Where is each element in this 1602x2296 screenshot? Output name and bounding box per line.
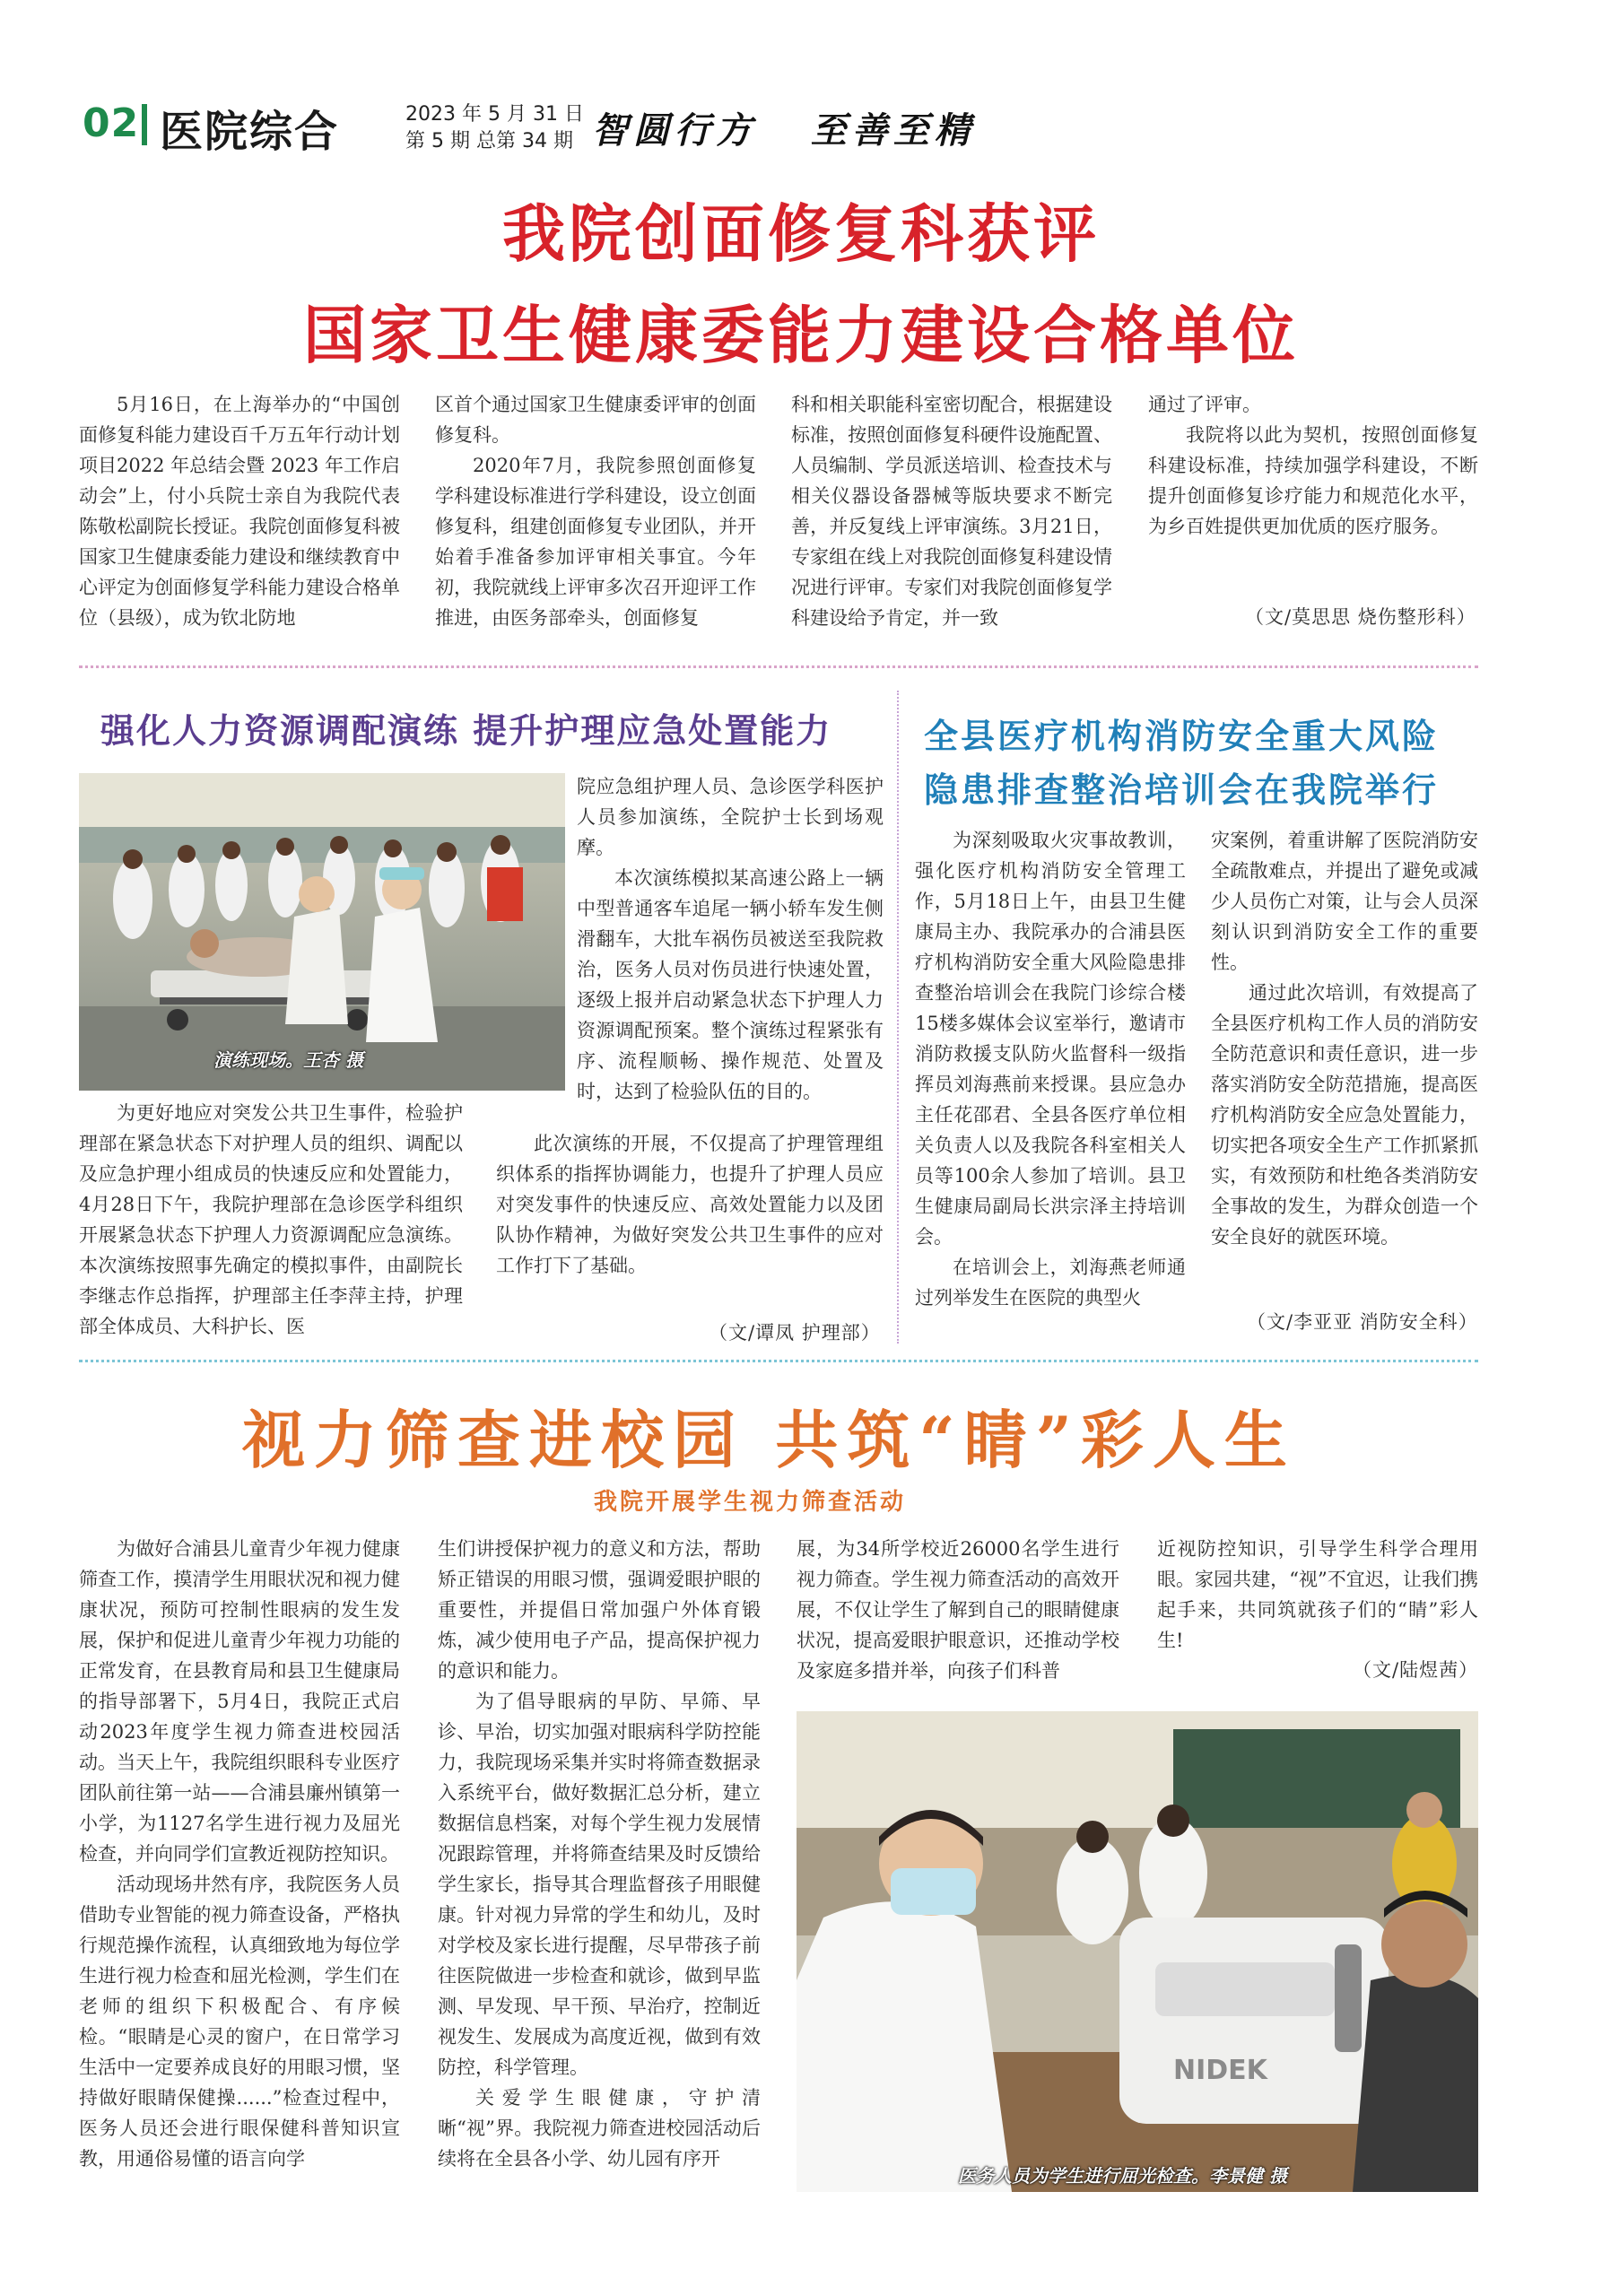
article2-column-2b [577,863,884,1107]
article2-column-1 [79,1098,463,1342]
article1-column-2 [435,389,756,633]
page-number: 02 [83,100,140,146]
paragraph: 通过了评审。 [1148,394,1261,415]
paragraph: 本次演练模拟某高速公路上一辆中型普通客车追尾一辆小轿车发生侧滑翻车，大批车祸伤员被送至我院救治，医务人员对伤员进行快速处置，逐级上报并启动紧急状态下护理人力资源调配预案。整个演练过程紧张有序、流程顺畅、操作规范、处置及时，达到了检验队伍的目的。 [577,867,884,1102]
article4-subheadline: 我院开展学生视力筛查活动 [594,1489,907,1516]
divider [79,1360,1478,1362]
article3-byline: （文/李亚亚 消防安全科） [1247,1311,1478,1333]
article3-column-2 [1211,825,1478,1252]
article3-column-1 [915,825,1186,1313]
article1-headline-line1: 我院创面修复科获评 [502,197,1100,271]
paragraph: 在培训会上，刘海燕老师通过列举发生在医院的典型火 [915,1257,1186,1309]
section-title: 医院综合 [160,107,340,157]
article1-headline-line2: 国家卫生健康委能力建设合格单位 [303,299,1299,372]
article2-byline: （文/谭凤 护理部） [709,1322,881,1344]
paragraph: 近视防控知识，引导学生科学合理用眼。家园共建，“视”不宜迟，让我们携起手来，共同筑就孩子们的“睛”彩人生! [1157,1538,1478,1651]
article4-column-2 [438,1534,761,2174]
paragraph: 为了倡导眼病的早防、早筛、早诊、早治，切实加强对眼病科学防控能力，我院现场采集并实时将筛查数据录入系统平台，做好数据汇总分析，建立数据信息档案，对每个学生视力发展情况跟踪管理，并将筛查结果及时反馈给学生家长，指导其合理监督孩子用眼健康。针对视力异常的学生和幼儿，及时对学校及家长进行提醒，尽早带孩子前往医院做进一步检查和就诊，做到早监测、早发现、早干预、早治疗，控制近视发生、发展成为高度近视，做到有效防控，科学管理。 [438,1691,761,2078]
article1-column-1 [79,389,400,633]
drill-photo [79,773,565,1091]
article2-column-2 [496,771,884,863]
paragraph: 关爱学生眼健康，守护清晰“视”界。我院视力筛查进校园活动后续将在全县各小学、幼儿园有序开 [438,2087,761,2170]
article1-byline: （文/莫思思 烧伤整形科） [1245,606,1476,628]
paragraph: 展，为34所学校近26000名学生进行视力筛查。学生视力筛查活动的高效开展，不仅让学生了解到自己的眼睛健康状况，提高爱眼护眼意识，还推动学校及家庭多措并举，向孩子们科普 [797,1538,1119,1682]
paragraph: 我院将以此为契机，按照创面修复科建设标准，持续加强学科建设，不断提升创面修复诊疗能力和规范化水平，为乡百姓提供更加优质的医疗服务。 [1148,424,1478,537]
paragraph: 2020年7月，我院参照创面修复学科建设标准进行学科建设，设立创面修复科，组建创面修复专业团队，并开始着手准备参加评审相关事宜。今年初，我院就线上评审多次召开迎评工作推进，由医务部牵头，创面修复 [435,455,756,629]
divider [79,665,1478,668]
issue-number: 第 5 期 总第 34 期 [405,130,573,152]
article4-column-4 [1157,1534,1478,1656]
article2-column-2c [496,1128,884,1281]
paragraph: 活动现场井然有序，我院医务人员借助专业智能的视力筛查设备，严格执行规范操作流程，认真细致地为每位学生进行视力检查和屈光检测，学生们在老师的组织下积极配合、有序候检。“眼睛是心灵的窗户，在日常学习生活中一定要养成良好的用眼习惯，坚持做好眼睛保健操......”检查过程中，医务人员还会进行眼保健科普知识宣教，用通俗易懂的语言向学 [79,1874,400,2170]
paragraph: 为深刻吸取火灾事故教训，强化医疗机构消防安全管理工作，5月18日上午，由县卫生健康局主办、我院承办的合浦县医疗机构消防安全重大风险隐患排查整治培训会在我院门诊综合楼15楼多媒体会议室举行，邀请市消防救援支队防火监督科一级指挥员刘海燕前来授课。县应急办主任花邵君、全县各医疗单位相关负责人以及我院各科室相关人员等100余人参加了培训。县卫生健康局副局长洪宗泽主持培训会。 [915,830,1186,1248]
paragraph: 为更好地应对突发公共卫生事件，检验护理部在紧急状态下对护理人员的组织、调配以及应急护理小组成员的快速反应和处置能力，4月28日下午，我院护理部在急诊医学科组织开展紧急状态下护理人力资源调配应急演练。本次演练按照事先确定的模拟事件，由副院长李继志作总指挥，护理部主任李萍主持，护理部全体成员、大科护长、医 [79,1102,463,1337]
article1-column-3 [791,389,1112,633]
article3-headline-line1: 全县医疗机构消防安全重大风险 [924,717,1440,756]
article4-headline: 视力筛查进校园 共筑“睛”彩人生 [242,1403,1296,1477]
paragraph: 区首个通过国家卫生健康委评审的创面修复科。 [435,394,756,446]
drill-scene-image [79,773,565,1091]
paragraph: 灾案例，着重讲解了医院消防安全疏散难点，并提出了避免或减少人员伤亡对策，让与会人员深刻认识到消防安全工作的重要性。 [1211,830,1478,973]
article3-headline-line2: 隐患排查整治培训会在我院举行 [924,770,1440,810]
masthead-divider [142,104,147,145]
eye-exam-scene-image [797,1711,1478,2192]
article4-column-3 [797,1534,1119,1686]
paragraph: 此次演练的开展，不仅提高了护理管理组织体系的指挥协调能力，也提升了护理人员应对突发事件的快速反应、高效处置能力以及团队协作精神，为做好突发公共卫生事件的应对工作打下了基础。 [496,1133,884,1276]
eye-exam-photo-caption: 医务人员为学生进行屈光检查。李景健 摄 [958,2165,1287,2187]
device-brand-label: NIDEK [1173,2055,1267,2086]
motto: 智圆行方 至善至精 [592,109,976,152]
paragraph: 5月16日，在上海举办的“中国创面修复科能力建设百千万五年行动计划项目2022 年总结会暨 2023 年工作启动会”上，付小兵院士亲自为我院代表陈敬松副院长授证。我院创面修复科被国家卫生健康委能力建设和继续教育中心评定为创面修复学科能力建设合格单位（县级），成为钦北防地 [79,394,400,629]
issue-date: 2023 年 5 月 31 日 [405,103,584,126]
article4-column-1 [79,1534,400,2174]
article1-column-4 [1148,389,1478,542]
paragraph: 生们讲授保护视力的意义和方法，帮助矫正错误的用眼习惯，强调爱眼护眼的重要性，并提倡日常加强户外体育锻炼，减少使用电子产品，提高保护视力的意识和能力。 [438,1538,761,1682]
article2-headline: 强化人力资源调配演练 提升护理应急处置能力 [100,711,832,751]
drill-photo-caption: 演练现场。王杏 摄 [213,1049,363,1071]
paragraph: 科和相关职能科室密切配合，根据建设标准，按照创面修复科硬件设施配置、人员编制、学员派送培训、检查技术与相关仪器设备器械等版块要求不断完善，并反复线上评审演练。3月21日，专家组在线上对我院创面修复科建设情况进行评审。专家们对我院创面修复学科建设给予肯定，并一致 [791,394,1112,629]
paragraph: 通过此次培训，有效提高了全县医疗机构工作人员的消防安全防范意识和责任意识，进一步落实消防安全防范措施，提高医疗机构消防安全应急处置能力，切实把各项安全生产工作抓紧抓实，有效预防和杜绝各类消防安全事故的发生，为群众创造一个安全良好的就医环境。 [1211,982,1478,1248]
paragraph: 院应急组护理人员、急诊医学科医护人员参加演练，全院护士长到场观摩。 [577,776,884,858]
eye-exam-photo [797,1711,1478,2192]
column-separator [897,691,899,1344]
paragraph: 为做好合浦县儿童青少年视力健康筛查工作，摸清学生用眼状况和视力健康状况，预防可控制性眼病的发生发展，保护和促进儿童青少年视力功能的正常发育，在县教育局和县卫生健康局的指导部署下，5月4日，我院正式启动2023年度学生视力筛查进校园活动。当天上午，我院组织眼科专业医疗团队前往第一站——合浦县廉州镇第一小学，为1127名学生进行视力及屈光检查，并向同学们宣教近视防控知识。 [79,1538,400,1865]
article4-byline: （文/陆煜茜） [1353,1659,1479,1681]
